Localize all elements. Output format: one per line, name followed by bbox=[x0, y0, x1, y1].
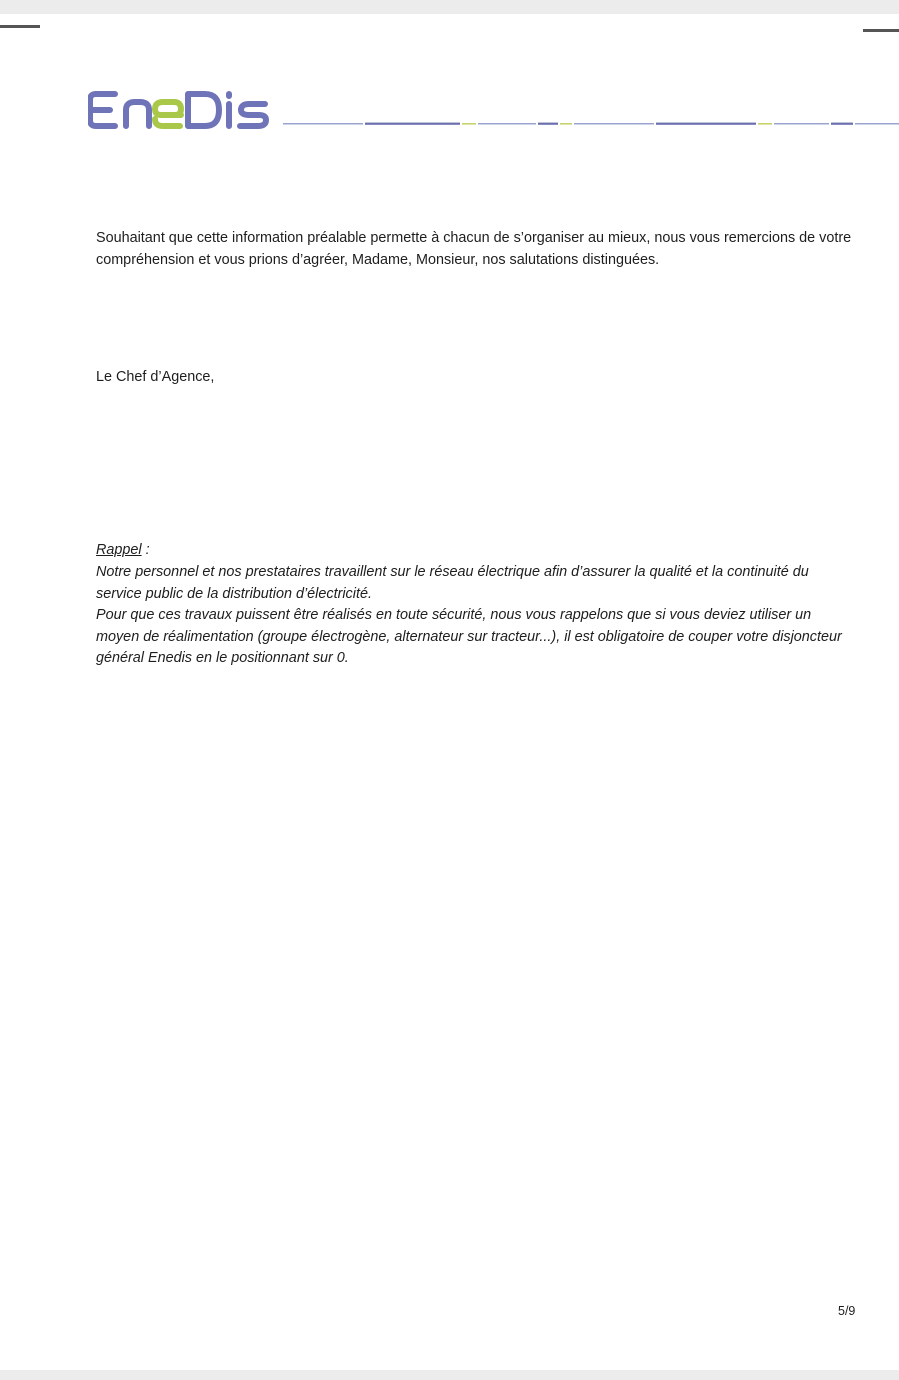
document-page bbox=[0, 14, 899, 1370]
reminder-body bbox=[96, 562, 856, 670]
reminder-paragraph: Pour que ces travaux puissent être réalisés en toute sécurité, nous vous rappelons que si vous deviez utiliser un moyen de réalimentation (groupe électrogène, alternateur sur tracteur...), il est obligatoire de couper votre disjoncteur général Enedis en le positionnant sur 0. bbox=[96, 607, 842, 666]
signature-line: Le Chef d’Agence, bbox=[96, 369, 215, 385]
reminder-paragraph: Notre personnel et nos prestataires travaillent sur le réseau électrique afin d’assurer la qualité et la continuité du service public de la distribution d’électricité. bbox=[96, 564, 809, 602]
scan-edge-mark-right bbox=[863, 29, 899, 32]
enedis-logo bbox=[88, 88, 270, 132]
scan-edge-mark-left bbox=[0, 25, 40, 28]
page-number: 5/9 bbox=[838, 1304, 856, 1318]
reminder-title bbox=[96, 540, 150, 560]
closing-paragraph: Souhaitant que cette information préalable permette à chacun de s’organiser au mieux, nous vous remercions de votre compréhension et vous prions d’agréer, Madame, Monsieur, nos salutations distinguées. bbox=[96, 230, 852, 268]
header-rule bbox=[283, 122, 899, 126]
reminder-title-colon: : bbox=[141, 542, 150, 558]
page-bottom-margin bbox=[0, 1370, 899, 1380]
reminder-title-text: Rappel bbox=[96, 542, 142, 558]
